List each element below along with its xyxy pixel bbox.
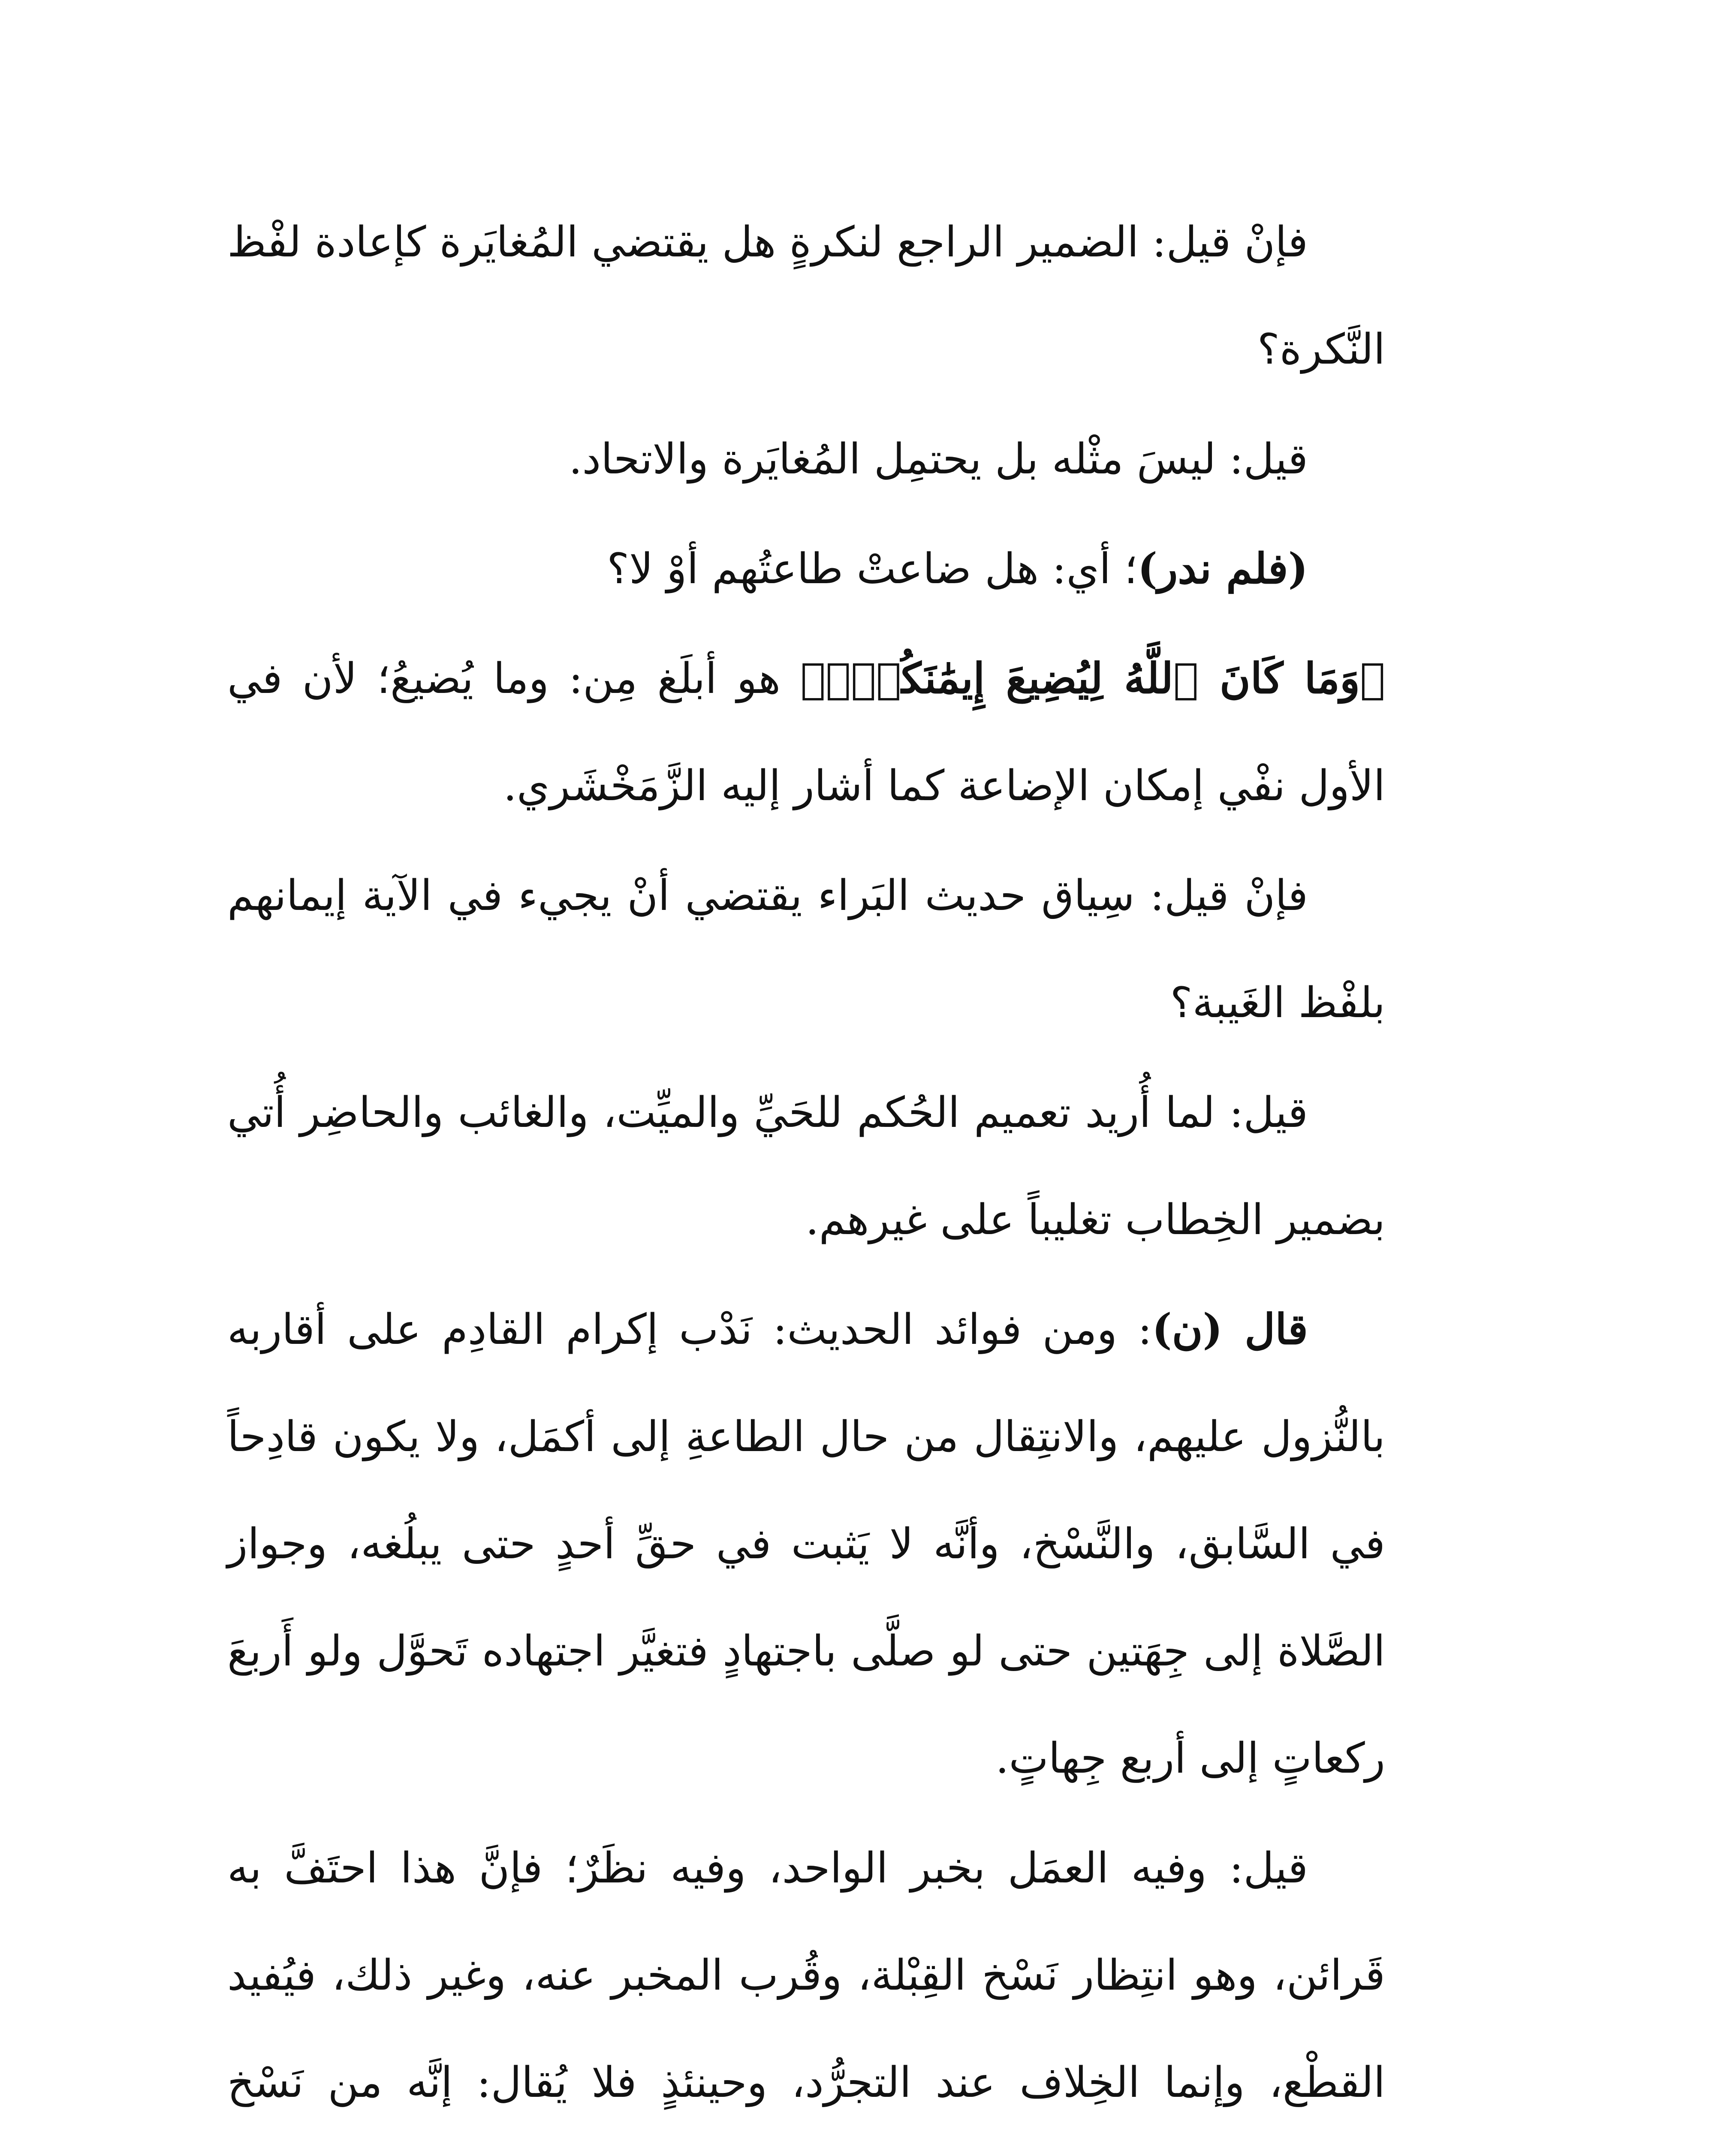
body-text	[227, 189, 1385, 2144]
paragraph-text: فإنْ قيل: سِياق حديث البَراء يقتضي أنْ يجيء في الآية إيمانهم بلفْظ الغَيبة؟	[227, 871, 1385, 1027]
quoted-phrase: (فلم ندر)	[1137, 544, 1308, 593]
speaker-label: قال (ن)	[1152, 1305, 1308, 1354]
paragraph-single-report	[227, 1815, 1385, 2144]
paragraph-question-context	[227, 842, 1385, 1057]
paragraph-benefits	[227, 1276, 1385, 1812]
paragraph-text: قيل: لما أُريد تعميم الحُكم للحَيِّ والميِّت، والغائب والحاضِر أُتي بضمير الخِطاب تغليباً على غيرهم.	[227, 1088, 1385, 1244]
paragraph-text: هو أبلَغ مِن: وما يُضيعُ؛ لأن في الأول نفْي إمكان الإضاعة كما أشار إليه الزَّمَخْشَري.	[227, 654, 1385, 810]
paragraph-question-pronoun	[227, 189, 1385, 403]
paragraph-text: : ومن فوائد الحديث: نَدْب إكرام القادِم على أقاربه بالنُّزول عليهم، والانتِقال من حال الطاعةِ إلى أكمَل، ولا يكون قادِحاً في السَّابق، والنَّسْخ، وأنَّه لا يَثبت في حقِّ أحدٍ حتى يبلُغه، وجواز الصَّلاة إلى جِهَتين حتى لو صلَّى باجتهادٍ فتغيَّر اجتهاده تَحوَّل ولو أَربعَ ركعاتٍ إلى أربع جِهاتٍ.	[227, 1305, 1385, 1783]
paragraph-answer-context	[227, 1059, 1385, 1274]
quran-verse: ﴿وَمَا كَانَ ٱللَّهُ لِيُضِيعَ إِيمَٰنَكُمْۚ﴾	[800, 654, 1385, 703]
paragraph-text: ؛ أي: هل ضاعتْ طاعتُهم أوْ لا؟	[607, 545, 1138, 593]
paragraph-answer-pronoun	[227, 406, 1385, 513]
paragraph-falam-nadri	[227, 515, 1385, 623]
paragraph-text: قيل: وفيه العمَل بخبر الواحد، وفيه نظَرٌ؛ فإنَّ هذا احتَفَّ به قَرائن، وهو انتِظار نَسْخ القِبْلة، وقُرب المخبر عنه، وغير ذلك، فيُفيد القطْع، وإنما الخِلاف عند التجرُّد، وحينئذٍ فلا يُقال: إنَّه من نَسْخ	[227, 1844, 1385, 2107]
paragraph-text: فإنْ قيل: الضمير الراجع لنكرةٍ هل يقتضي المُغايَرة كإعادة لفْظ النَّكرة؟	[227, 218, 1385, 374]
paragraph-quran-verse	[227, 625, 1385, 840]
paragraph-text: قيل: ليسَ مثْله بل يحتمِل المُغايَرة والاتحاد.	[569, 435, 1308, 484]
